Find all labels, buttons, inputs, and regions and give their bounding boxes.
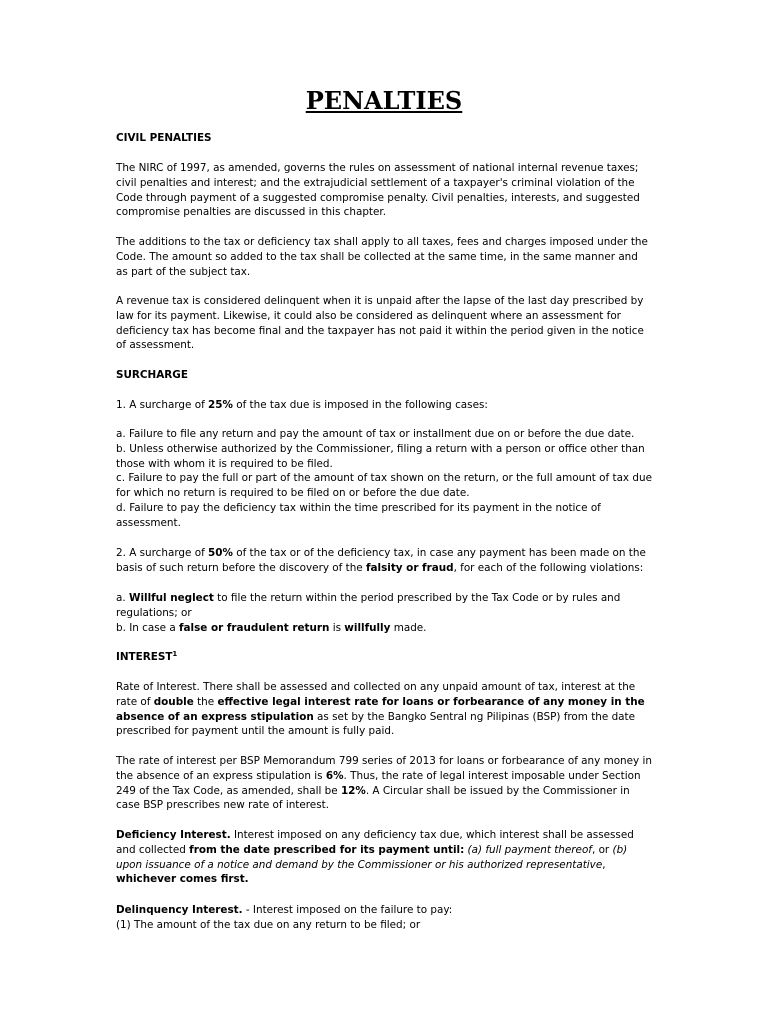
surcharge-heading: SURCHARGE: [116, 369, 188, 381]
civil-paragraph-1: The NIRC of 1997, as amended, governs the rules on assessment of national internal revenue taxes; civil penalties and interest; and the extrajudicial settlement of a taxpayer's criminal violation of the Code through payment of a suggested compromise penalty. Civil penalties, interests, and suggested compromise penalties are discussed in this chapter.: [116, 162, 640, 219]
footnote-marker: 1: [172, 650, 178, 658]
bsp-memorandum-paragraph: The rate of interest per BSP Memorandum 799 series of 2013 for loans or forbearance of any money in the absence of an express stipulation is 6%. Thus, the rate of legal interest imposable under Section 249 of the Tax Code, as amended, shall be 12%. A Circular shall be issued by the Commissioner in case BSP prescribes new rate of interest.: [116, 755, 652, 812]
delinquency-interest-intro: Delinquency Interest. - Interest imposed on the failure to pay:: [116, 904, 453, 916]
violation-b: b. In case a false or fraudulent return is willfully made.: [116, 621, 427, 634]
surcharge-item-1: 1. A surcharge of 25% of the tax due is imposed in the following cases:: [116, 399, 488, 411]
surcharge-case-b: b. Unless otherwise authorized by the Commissioner, filing a return with a person or office other than those with whom it is required to be filed.: [116, 442, 645, 470]
rate-of-interest-paragraph: Rate of Interest. There shall be assessed and collected on any unpaid amount of tax, interest at the rate of double the effective legal interest rate for loans or forbearance of any money in the absence of an express stipulation as set by the Bangko Sentral ng Pilipinas (BSP) from the date prescribed for payment until the amount is fully paid.: [116, 681, 645, 738]
deficiency-interest-paragraph: Deficiency Interest. Interest imposed on any deficiency tax due, which interest shall be assessed and collected from the date prescribed for its payment until: (a) full payment thereof, or (b) upon issuance of a notice and demand by the Commissioner or his authorized representative, whichever comes first.: [116, 829, 634, 886]
delinquency-interest-block: [116, 903, 652, 933]
surcharge-cases-list: [116, 427, 652, 531]
violation-a: a. Willful neglect to file the return within the period prescribed by the Tax Code or by rules and regulations; or: [116, 592, 621, 619]
page-title: PENALTIES: [305, 86, 463, 115]
civil-paragraph-3: A revenue tax is considered delinquent when it is unpaid after the lapse of the last day prescribed by law for its payment. Likewise, it could also be considered as delinquent where an assessment for deficiency tax has become final and the taxpayer has not paid it within the period given in the notice of assessment.: [116, 295, 644, 352]
violations-list: [116, 591, 652, 635]
surcharge-item-2: 2. A surcharge of 50% of the tax or of the deficiency tax, in case any payment has been made on the basis of such return before the discovery of the falsity or fraud, for each of the following violations:: [116, 547, 646, 574]
civil-penalties-heading: CIVIL PENALTIES: [116, 132, 212, 144]
surcharge-case-d: d. Failure to pay the deficiency tax within the time prescribed for its payment in the notice of assessment.: [116, 501, 601, 529]
interest-heading: INTEREST$^1$: [116, 650, 178, 663]
delinquency-item-1: (1) The amount of the tax due on any return to be filed; or: [116, 918, 421, 931]
surcharge-case-c: c. Failure to pay the full or part of the amount of tax shown on the return, or the full amount of tax due for which no return is required to be filed on or before the due date.: [116, 472, 652, 500]
surcharge-case-a: a. Failure to file any return and pay the amount of tax or installment due on or before the due date.: [116, 428, 635, 440]
civil-paragraph-2: The additions to the tax or deficiency tax shall apply to all taxes, fees and charges imposed under the Code. The amount so added to the tax shall be collected at the same time, in the same manner and as part of the subject tax.: [116, 236, 648, 278]
